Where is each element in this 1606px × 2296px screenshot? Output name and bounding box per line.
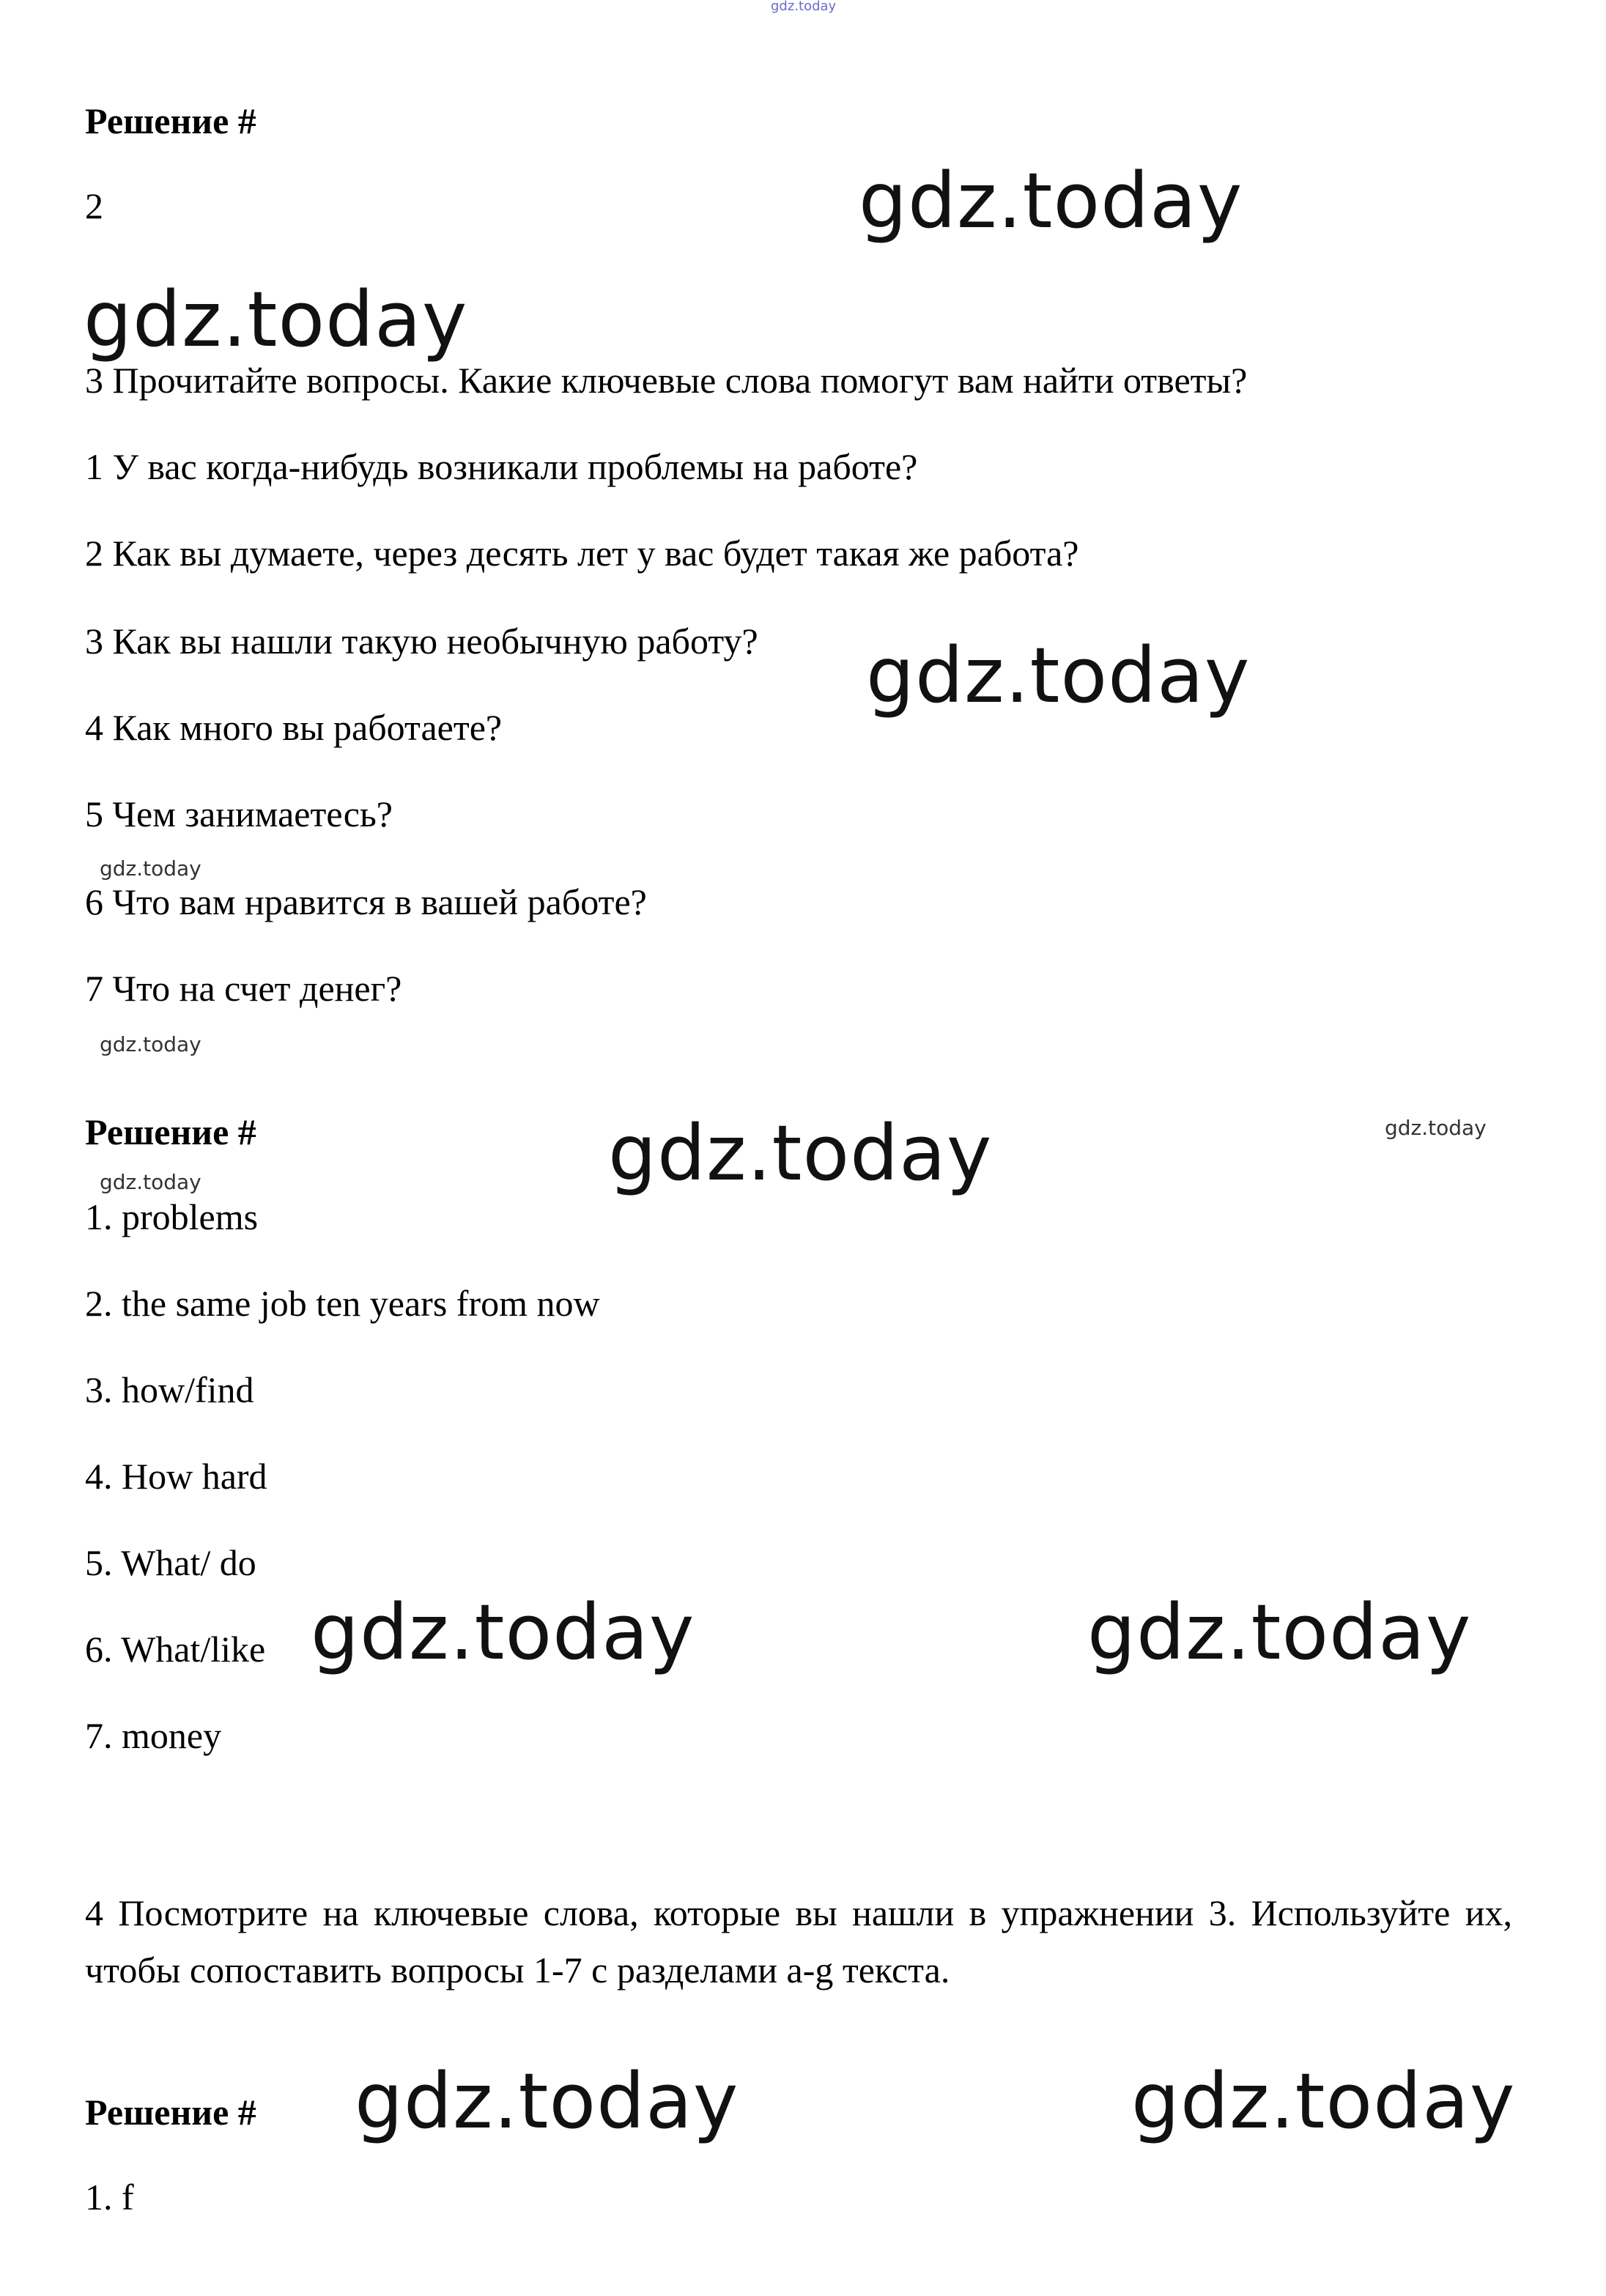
watermark-small: gdz.today	[100, 1032, 201, 1056]
watermark: gdz.today	[859, 156, 1243, 245]
question-item: 4 Как много вы работаете?	[85, 707, 503, 748]
task-4-text: 4 Посмотрите на ключевые слова, которые вы нашли в упражнении 3. Используйте их, чтобы сопоставить вопросы 1-7 с разделами a-g текста.	[85, 1892, 1512, 1991]
solution-heading-1: Решение #	[85, 100, 256, 141]
watermark: gdz.today	[355, 2056, 739, 2146]
watermark: gdz.today	[1087, 1588, 1472, 1677]
answer-item: 3. how/find	[85, 1369, 254, 1410]
answer-item: 1. f	[85, 2177, 134, 2218]
watermark: gdz.today	[1131, 2056, 1516, 2146]
watermark: gdz.today	[84, 275, 468, 364]
answer-item: 5. What/ do	[85, 1542, 256, 1583]
watermark-small: gdz.today	[1385, 1116, 1487, 1140]
answer-item: 2. the same job ten years from now	[85, 1283, 600, 1324]
watermark-small: gdz.today	[100, 1170, 201, 1194]
solution-answer-1: 2	[85, 185, 103, 226]
answer-item: 1. problems	[85, 1196, 259, 1237]
question-item: 2 Как вы думаете, через десять лет у вас будет такая же работа?	[85, 533, 1079, 574]
question-item: 5 Чем занимаетесь?	[85, 793, 393, 834]
watermark: gdz.today	[608, 1108, 993, 1198]
answer-item: 7. money	[85, 1715, 222, 1756]
answer-item: 4. How hard	[85, 1456, 267, 1497]
solution-heading-3: Решение #	[85, 2092, 256, 2133]
watermark-small: gdz.today	[100, 856, 201, 881]
watermark-top: gdz.today	[771, 0, 837, 14]
question-item: 1 У вас когда-нибудь возникали проблемы на работе?	[85, 446, 918, 487]
answer-item: 6. What/like	[85, 1629, 266, 1670]
question-item: 7 Что на счет денег?	[85, 968, 402, 1009]
watermark: gdz.today	[311, 1588, 695, 1677]
watermark: gdz.today	[866, 631, 1251, 720]
task-3-text: 3 Прочитайте вопросы. Какие ключевые слова помогут вам найти ответы?	[85, 360, 1248, 401]
question-item: 6 Что вам нравится в вашей работе?	[85, 881, 647, 922]
solution-heading-2: Решение #	[85, 1111, 256, 1152]
question-item: 3 Как вы нашли такую необычную работу?	[85, 621, 758, 662]
